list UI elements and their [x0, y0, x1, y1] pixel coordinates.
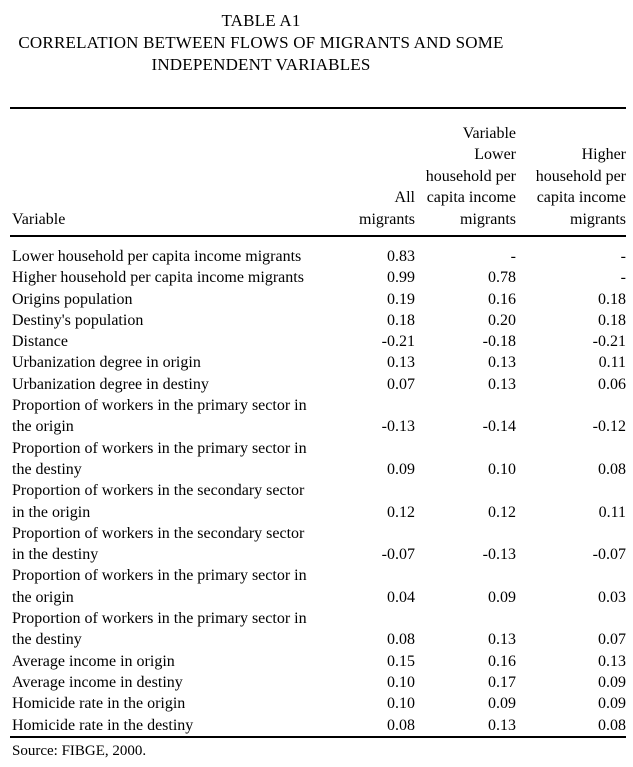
cell-all-migrants: 0.83	[387, 248, 415, 265]
cell-lower-income-migrants: 0.13	[488, 354, 516, 372]
row-label: Distance	[12, 333, 68, 351]
correlation-table	[10, 107, 626, 738]
row-label: Proportion of workers in the primary sector in the origin	[12, 567, 307, 606]
row-label: Average income in origin	[12, 652, 175, 670]
row-label: Higher household per capita income migrants	[12, 269, 304, 287]
table-row	[10, 715, 626, 736]
row-label: Origins population	[12, 290, 133, 308]
cell-lower-income-migrants: 0.78	[488, 269, 516, 287]
table-row	[10, 693, 626, 714]
row-label: Destiny's population	[12, 311, 144, 329]
cell-lower-income-migrants: -0.14	[482, 418, 516, 436]
row-label: Lower household per capita income migrants	[12, 248, 302, 265]
table-caption-line1: CORRELATION BETWEEN FLOWS OF MIGRANTS AND SOME	[18, 33, 504, 52]
table-body	[10, 237, 626, 736]
table-row	[10, 565, 626, 608]
cell-higher-income-migrants: 0.07	[598, 631, 626, 649]
table-title	[0, 0, 522, 76]
cell-all-migrants: 0.13	[387, 354, 415, 372]
cell-all-migrants: -0.21	[381, 333, 415, 351]
table-row	[10, 672, 626, 693]
table-number: TABLE A1	[221, 11, 301, 30]
row-label: Urbanization degree in destiny	[12, 375, 209, 393]
table-row	[10, 267, 626, 288]
cell-all-migrants: 0.10	[387, 695, 415, 713]
cell-higher-income-migrants: 0.11	[598, 503, 626, 521]
cell-all-migrants: 0.04	[387, 588, 415, 606]
cell-higher-income-migrants: 0.11	[598, 354, 626, 372]
row-label: Average income in destiny	[12, 673, 183, 691]
cell-all-migrants: 0.09	[387, 460, 415, 478]
cell-higher-income-migrants: 0.09	[598, 673, 626, 691]
cell-lower-income-migrants: 0.09	[488, 588, 516, 606]
table-row	[10, 438, 626, 481]
row-label: Homicide rate in the destiny	[12, 716, 194, 734]
cell-lower-income-migrants: 0.10	[488, 460, 516, 478]
row-label: Proportion of workers in the secondary sector in the destiny	[12, 524, 305, 564]
cell-lower-income-migrants: 0.17	[488, 673, 516, 691]
cell-lower-income-migrants: -	[510, 248, 516, 265]
cell-lower-income-migrants: 0.20	[488, 311, 516, 329]
cell-lower-income-migrants: 0.13	[488, 631, 516, 649]
table-row	[10, 374, 626, 395]
cell-higher-income-migrants: 0.09	[598, 695, 626, 713]
cell-higher-income-migrants: 0.18	[598, 290, 626, 308]
table-header-row	[10, 109, 626, 237]
row-label: Proportion of workers in the primary sector in the destiny	[12, 610, 307, 649]
table-row	[10, 480, 626, 523]
cell-higher-income-migrants: -	[620, 248, 626, 265]
cell-all-migrants: -0.07	[381, 546, 415, 564]
header-lower-income-migrants: Variable Lower household per capita income migrants	[425, 124, 516, 228]
cell-lower-income-migrants: 0.13	[488, 375, 516, 393]
cell-lower-income-migrants: 0.12	[488, 503, 516, 521]
table-row	[10, 395, 626, 438]
cell-higher-income-migrants: -0.12	[592, 418, 626, 436]
cell-all-migrants: 0.12	[387, 503, 415, 521]
row-label: Proportion of workers in the primary sector in the origin	[12, 397, 307, 436]
cell-lower-income-migrants: 0.09	[488, 695, 516, 713]
table-row	[10, 608, 626, 651]
cell-higher-income-migrants: 0.06	[598, 375, 626, 393]
table-row	[10, 289, 626, 310]
cell-all-migrants: 0.07	[387, 375, 415, 393]
row-label: Urbanization degree in origin	[12, 354, 201, 372]
source-note: Source: FIBGE, 2000.	[12, 742, 147, 759]
cell-lower-income-migrants: 0.16	[488, 652, 516, 670]
table-row	[10, 310, 626, 331]
table-caption-line2: INDEPENDENT VARIABLES	[151, 55, 371, 74]
cell-higher-income-migrants: 0.08	[598, 716, 626, 734]
cell-all-migrants: 0.99	[387, 269, 415, 287]
cell-higher-income-migrants: -0.21	[592, 333, 626, 351]
header-variable-label: Variable	[12, 210, 66, 228]
cell-higher-income-migrants: 0.13	[598, 652, 626, 670]
table-row	[10, 246, 626, 267]
cell-lower-income-migrants: 0.16	[488, 290, 516, 308]
cell-higher-income-migrants: 0.08	[598, 460, 626, 478]
cell-lower-income-migrants: -0.13	[482, 546, 516, 564]
cell-all-migrants: 0.15	[387, 652, 415, 670]
header-all-migrants: All migrants	[359, 189, 415, 228]
row-label: Homicide rate in the origin	[12, 695, 186, 713]
table-row	[10, 331, 626, 352]
cell-higher-income-migrants: 0.03	[598, 588, 626, 606]
table-row	[10, 651, 626, 672]
header-variable-column	[10, 209, 350, 230]
cell-all-migrants: 0.08	[387, 631, 415, 649]
table-row	[10, 523, 626, 566]
row-label: Proportion of workers in the secondary sector in the origin	[12, 482, 305, 521]
cell-all-migrants: 0.18	[387, 311, 415, 329]
cell-all-migrants: 0.08	[387, 716, 415, 734]
table-row	[10, 352, 626, 373]
header-higher-income-migrants: Higher household per capita income migrants	[535, 146, 626, 228]
cell-all-migrants: 0.19	[387, 290, 415, 308]
row-label: Proportion of workers in the primary sector in the destiny	[12, 439, 307, 478]
cell-lower-income-migrants: -0.18	[482, 333, 516, 351]
cell-higher-income-migrants: -	[620, 269, 626, 287]
cell-higher-income-migrants: 0.18	[598, 311, 626, 329]
cell-all-migrants: 0.10	[387, 673, 415, 691]
cell-lower-income-migrants: 0.13	[488, 716, 516, 734]
cell-higher-income-migrants: -0.07	[592, 546, 626, 564]
cell-all-migrants: -0.13	[381, 418, 415, 436]
